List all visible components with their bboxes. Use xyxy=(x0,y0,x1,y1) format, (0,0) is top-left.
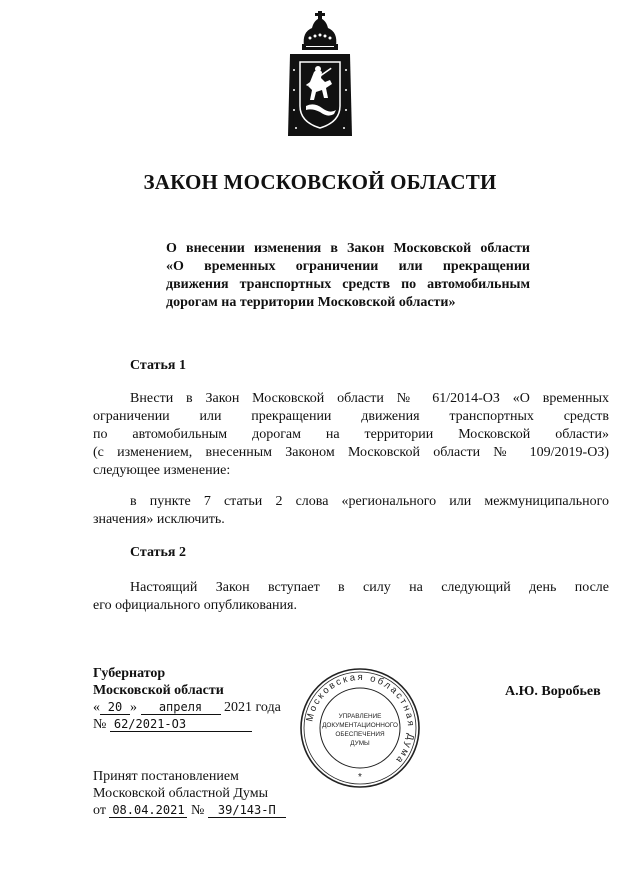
from-label: от xyxy=(93,803,106,818)
stamp-center-line: УПРАВЛЕНИЕ xyxy=(338,713,382,720)
law-number-line xyxy=(93,716,308,733)
signature-year: 2021 года xyxy=(224,700,281,715)
signature-block xyxy=(93,665,308,733)
duma-stamp-icon xyxy=(298,666,422,790)
governor-name: А.Ю. Воробьев xyxy=(505,684,601,699)
subtitle-line: движения транспортных средств по автомобильным xyxy=(166,277,530,292)
moscow-oblast-coat-of-arms-icon xyxy=(284,10,356,142)
stamp-ring-text: Московская областная Дума xyxy=(304,671,417,767)
paragraph-line: его официального опубликования. xyxy=(93,598,297,613)
governor-region: Московской области xyxy=(93,683,224,698)
article-1-paragraph-1 xyxy=(93,390,609,480)
signature-date-line xyxy=(93,699,308,716)
article-2-heading: Статья 2 xyxy=(130,545,186,560)
paragraph-line: по автомобильным дорогам на территории Московской области» xyxy=(93,427,609,442)
stamp-star: * xyxy=(358,772,362,783)
paragraph-line: в пункте 7 статьи 2 слова «регионального или межмуниципального xyxy=(130,494,609,509)
subtitle-line: дорогам на территории Московской области» xyxy=(166,295,456,310)
paragraph-line: значения» исключить. xyxy=(93,512,225,527)
adoption-date-line xyxy=(93,802,286,819)
signature-month: апреля xyxy=(141,700,221,715)
date-open-quote: « xyxy=(93,700,100,715)
article-1-paragraph-2 xyxy=(93,493,609,529)
adoption-number-label: № xyxy=(190,803,205,818)
subtitle-line: О внесении изменения в Закон Московской области xyxy=(166,241,530,256)
adoption-block xyxy=(93,768,286,819)
paragraph-line: ограничении или прекращении движения транспортных средств xyxy=(93,409,609,424)
governor-title: Губернатор xyxy=(93,666,166,681)
number-label: № xyxy=(93,717,107,732)
subtitle-line: «О временных ограничении или прекращении xyxy=(166,259,530,274)
stamp-center-line: ДУМЫ xyxy=(350,740,370,747)
article-1-heading: Статья 1 xyxy=(130,358,186,373)
adoption-date: 08.04.2021 xyxy=(109,803,187,818)
law-number: 62/2021-ОЗ xyxy=(110,717,252,732)
stamp-center-line: ДОКУМЕНТАЦИОННОГО xyxy=(322,722,398,729)
document-title: ЗАКОН МОСКОВСКОЙ ОБЛАСТИ xyxy=(143,170,497,194)
adoption-line: Принят постановлением xyxy=(93,769,239,784)
article-2-paragraph xyxy=(93,579,609,615)
paragraph-line: Внести в Закон Московской области № 61/2014-ОЗ «О временных xyxy=(130,391,609,406)
stamp-center-line: ОБЕСПЕЧЕНИЯ xyxy=(335,731,385,738)
paragraph-line: следующее изменение: xyxy=(93,463,231,478)
date-close-quote: » xyxy=(130,700,137,715)
signature-day: 20 xyxy=(100,700,130,715)
adoption-number: 39/143-П xyxy=(208,803,286,818)
adoption-line: Московской областной Думы xyxy=(93,786,268,801)
law-subtitle xyxy=(166,240,530,312)
paragraph-line: (с изменением, внесенным Законом Московской области № 109/2019-ОЗ) xyxy=(93,445,609,460)
paragraph-line: Настоящий Закон вступает в силу на следующий день после xyxy=(130,580,609,595)
